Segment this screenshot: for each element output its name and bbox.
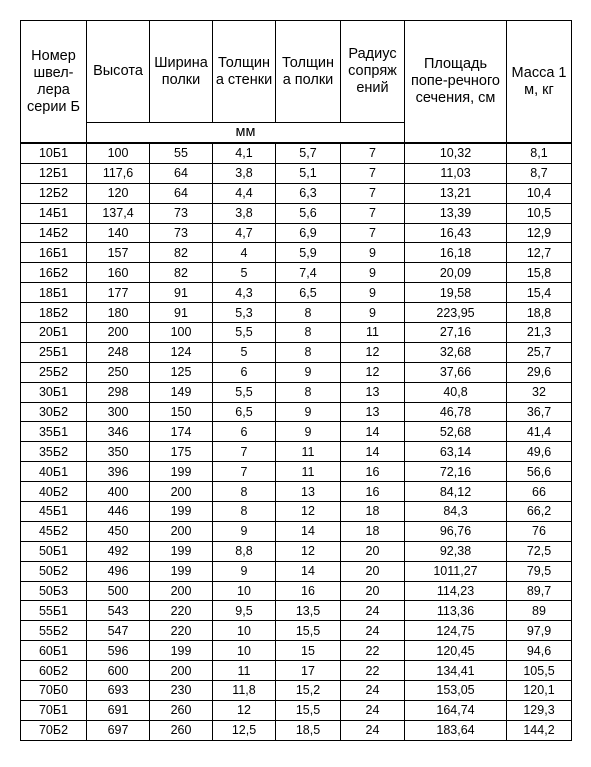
cell-fillet-radius: 12	[341, 342, 405, 362]
cell-flange-width: 150	[150, 402, 213, 422]
cell-channel-number: 45Б1	[21, 502, 87, 522]
table-row	[21, 462, 572, 482]
cell-flange-width: 175	[150, 442, 213, 462]
cell-mass: 41,4	[507, 422, 572, 442]
cell-fillet-radius: 24	[341, 621, 405, 641]
cell-web-thickness: 7	[213, 442, 276, 462]
cell-height: 160	[87, 263, 150, 283]
cell-mass: 72,5	[507, 541, 572, 561]
header-channel-number: Номер швел-лера серии Б	[21, 21, 87, 144]
cell-mass: 8,1	[507, 143, 572, 163]
cell-fillet-radius: 9	[341, 263, 405, 283]
cell-flange-thickness: 5,9	[276, 243, 341, 263]
cell-cross-section-area: 92,38	[405, 541, 507, 561]
cell-cross-section-area: 46,78	[405, 402, 507, 422]
cell-channel-number: 40Б1	[21, 462, 87, 482]
cell-web-thickness: 12	[213, 700, 276, 720]
cell-channel-number: 10Б1	[21, 143, 87, 163]
cell-height: 346	[87, 422, 150, 442]
cell-cross-section-area: 40,8	[405, 382, 507, 402]
cell-height: 547	[87, 621, 150, 641]
cell-height: 248	[87, 342, 150, 362]
cell-cross-section-area: 10,32	[405, 143, 507, 163]
cell-cross-section-area: 19,58	[405, 283, 507, 303]
header-cross-section-area: Площадь попе-речного сечения, см	[405, 21, 507, 144]
cell-fillet-radius: 13	[341, 382, 405, 402]
table-row	[21, 621, 572, 641]
table-header	[21, 21, 572, 144]
cell-flange-thickness: 5,6	[276, 203, 341, 223]
cell-web-thickness: 9,5	[213, 601, 276, 621]
channel-specs-table	[20, 20, 572, 741]
cell-fillet-radius: 20	[341, 581, 405, 601]
cell-web-thickness: 10	[213, 641, 276, 661]
cell-height: 691	[87, 700, 150, 720]
table-row	[21, 541, 572, 561]
cell-web-thickness: 6	[213, 422, 276, 442]
cell-flange-thickness: 14	[276, 561, 341, 581]
cell-flange-width: 91	[150, 283, 213, 303]
cell-fillet-radius: 7	[341, 143, 405, 163]
cell-flange-width: 199	[150, 561, 213, 581]
cell-cross-section-area: 16,18	[405, 243, 507, 263]
cell-flange-thickness: 13,5	[276, 601, 341, 621]
cell-mass: 79,5	[507, 561, 572, 581]
cell-height: 496	[87, 561, 150, 581]
cell-height: 446	[87, 502, 150, 522]
cell-fillet-radius: 18	[341, 521, 405, 541]
cell-mass: 49,6	[507, 442, 572, 462]
cell-channel-number: 20Б1	[21, 323, 87, 343]
cell-web-thickness: 11	[213, 661, 276, 681]
cell-flange-width: 73	[150, 223, 213, 243]
cell-channel-number: 18Б1	[21, 283, 87, 303]
cell-web-thickness: 3,8	[213, 163, 276, 183]
cell-flange-thickness: 18,5	[276, 720, 341, 740]
cell-web-thickness: 11,8	[213, 681, 276, 701]
cell-height: 200	[87, 323, 150, 343]
cell-flange-thickness: 16	[276, 581, 341, 601]
cell-cross-section-area: 113,36	[405, 601, 507, 621]
table-row	[21, 243, 572, 263]
cell-flange-thickness: 9	[276, 422, 341, 442]
cell-channel-number: 70Б1	[21, 700, 87, 720]
cell-fillet-radius: 20	[341, 541, 405, 561]
cell-cross-section-area: 134,41	[405, 661, 507, 681]
cell-cross-section-area: 84,12	[405, 482, 507, 502]
cell-cross-section-area: 13,21	[405, 183, 507, 203]
table-row	[21, 661, 572, 681]
cell-flange-width: 100	[150, 323, 213, 343]
cell-channel-number: 60Б2	[21, 661, 87, 681]
cell-mass: 56,6	[507, 462, 572, 482]
cell-mass: 89,7	[507, 581, 572, 601]
cell-cross-section-area: 153,05	[405, 681, 507, 701]
cell-web-thickness: 5,3	[213, 303, 276, 323]
cell-web-thickness: 8	[213, 502, 276, 522]
cell-height: 298	[87, 382, 150, 402]
table-row	[21, 601, 572, 621]
cell-web-thickness: 12,5	[213, 720, 276, 740]
cell-channel-number: 45Б2	[21, 521, 87, 541]
cell-web-thickness: 4,1	[213, 143, 276, 163]
table-row	[21, 303, 572, 323]
table-row	[21, 720, 572, 740]
cell-flange-thickness: 7,4	[276, 263, 341, 283]
cell-mass: 129,3	[507, 700, 572, 720]
cell-flange-thickness: 8	[276, 323, 341, 343]
cell-channel-number: 18Б2	[21, 303, 87, 323]
cell-flange-thickness: 8	[276, 303, 341, 323]
cell-flange-width: 91	[150, 303, 213, 323]
table-row	[21, 521, 572, 541]
cell-flange-width: 82	[150, 243, 213, 263]
header-fillet-radius: Радиус сопряж ений	[341, 21, 405, 123]
cell-web-thickness: 4	[213, 243, 276, 263]
table-row	[21, 143, 572, 163]
cell-flange-thickness: 6,5	[276, 283, 341, 303]
cell-flange-width: 125	[150, 362, 213, 382]
cell-mass: 97,9	[507, 621, 572, 641]
cell-cross-section-area: 96,76	[405, 521, 507, 541]
table-row	[21, 442, 572, 462]
cell-height: 693	[87, 681, 150, 701]
table-row	[21, 700, 572, 720]
cell-cross-section-area: 1011,27	[405, 561, 507, 581]
table-row	[21, 323, 572, 343]
cell-height: 100	[87, 143, 150, 163]
cell-flange-width: 64	[150, 163, 213, 183]
cell-channel-number: 16Б2	[21, 263, 87, 283]
cell-flange-width: 64	[150, 183, 213, 203]
cell-web-thickness: 9	[213, 521, 276, 541]
cell-channel-number: 16Б1	[21, 243, 87, 263]
cell-flange-thickness: 5,7	[276, 143, 341, 163]
cell-flange-thickness: 6,9	[276, 223, 341, 243]
cell-height: 350	[87, 442, 150, 462]
cell-cross-section-area: 223,95	[405, 303, 507, 323]
cell-flange-thickness: 8	[276, 342, 341, 362]
cell-web-thickness: 4,7	[213, 223, 276, 243]
header-flange-thickness: Толщин а полки	[276, 21, 341, 123]
cell-height: 600	[87, 661, 150, 681]
cell-flange-width: 199	[150, 641, 213, 661]
table-row	[21, 183, 572, 203]
cell-fillet-radius: 20	[341, 561, 405, 581]
cell-flange-thickness: 9	[276, 402, 341, 422]
cell-fillet-radius: 14	[341, 442, 405, 462]
cell-fillet-radius: 9	[341, 303, 405, 323]
cell-mass: 66	[507, 482, 572, 502]
cell-mass: 8,7	[507, 163, 572, 183]
cell-mass: 36,7	[507, 402, 572, 422]
cell-flange-thickness: 15	[276, 641, 341, 661]
cell-web-thickness: 4,4	[213, 183, 276, 203]
table-row	[21, 382, 572, 402]
cell-fillet-radius: 24	[341, 601, 405, 621]
cell-mass: 10,5	[507, 203, 572, 223]
cell-channel-number: 35Б1	[21, 422, 87, 442]
cell-fillet-radius: 24	[341, 720, 405, 740]
cell-mass: 12,7	[507, 243, 572, 263]
cell-cross-section-area: 120,45	[405, 641, 507, 661]
cell-flange-thickness: 5,1	[276, 163, 341, 183]
cell-height: 596	[87, 641, 150, 661]
cell-channel-number: 14Б2	[21, 223, 87, 243]
cell-web-thickness: 10	[213, 581, 276, 601]
cell-height: 396	[87, 462, 150, 482]
cell-cross-section-area: 20,09	[405, 263, 507, 283]
cell-height: 500	[87, 581, 150, 601]
cell-height: 697	[87, 720, 150, 740]
cell-mass: 12,9	[507, 223, 572, 243]
cell-flange-width: 200	[150, 521, 213, 541]
cell-fillet-radius: 16	[341, 462, 405, 482]
cell-mass: 29,6	[507, 362, 572, 382]
cell-height: 300	[87, 402, 150, 422]
cell-fillet-radius: 16	[341, 482, 405, 502]
cell-mass: 21,3	[507, 323, 572, 343]
cell-web-thickness: 10	[213, 621, 276, 641]
cell-fillet-radius: 22	[341, 641, 405, 661]
cell-height: 177	[87, 283, 150, 303]
header-height: Высота	[87, 21, 150, 123]
cell-mass: 89	[507, 601, 572, 621]
cell-height: 250	[87, 362, 150, 382]
cell-web-thickness: 5,5	[213, 382, 276, 402]
cell-mass: 66,2	[507, 502, 572, 522]
cell-fillet-radius: 9	[341, 283, 405, 303]
cell-web-thickness: 5	[213, 263, 276, 283]
cell-fillet-radius: 12	[341, 362, 405, 382]
cell-web-thickness: 3,8	[213, 203, 276, 223]
cell-cross-section-area: 13,39	[405, 203, 507, 223]
cell-height: 180	[87, 303, 150, 323]
header-flange-width: Ширина полки	[150, 21, 213, 123]
cell-channel-number: 25Б1	[21, 342, 87, 362]
cell-flange-thickness: 14	[276, 521, 341, 541]
cell-mass: 76	[507, 521, 572, 541]
cell-flange-thickness: 15,2	[276, 681, 341, 701]
cell-channel-number: 12Б2	[21, 183, 87, 203]
cell-cross-section-area: 124,75	[405, 621, 507, 641]
cell-height: 140	[87, 223, 150, 243]
cell-web-thickness: 7	[213, 462, 276, 482]
cell-channel-number: 12Б1	[21, 163, 87, 183]
cell-flange-width: 230	[150, 681, 213, 701]
cell-cross-section-area: 164,74	[405, 700, 507, 720]
table-row	[21, 482, 572, 502]
cell-height: 157	[87, 243, 150, 263]
cell-web-thickness: 5	[213, 342, 276, 362]
cell-flange-width: 220	[150, 601, 213, 621]
cell-cross-section-area: 32,68	[405, 342, 507, 362]
table-row	[21, 402, 572, 422]
cell-mass: 18,8	[507, 303, 572, 323]
cell-flange-width: 55	[150, 143, 213, 163]
cell-mass: 105,5	[507, 661, 572, 681]
cell-height: 117,6	[87, 163, 150, 183]
cell-flange-thickness: 13	[276, 482, 341, 502]
table-row	[21, 581, 572, 601]
table-row	[21, 263, 572, 283]
cell-mass: 32	[507, 382, 572, 402]
cell-channel-number: 14Б1	[21, 203, 87, 223]
cell-flange-thickness: 15,5	[276, 700, 341, 720]
cell-web-thickness: 8,8	[213, 541, 276, 561]
cell-height: 492	[87, 541, 150, 561]
cell-flange-thickness: 11	[276, 442, 341, 462]
cell-flange-width: 199	[150, 502, 213, 522]
cell-cross-section-area: 114,23	[405, 581, 507, 601]
cell-flange-width: 200	[150, 482, 213, 502]
table-row	[21, 203, 572, 223]
cell-mass: 120,1	[507, 681, 572, 701]
cell-cross-section-area: 37,66	[405, 362, 507, 382]
cell-flange-thickness: 12	[276, 502, 341, 522]
table-row	[21, 223, 572, 243]
cell-channel-number: 70Б2	[21, 720, 87, 740]
cell-flange-thickness: 9	[276, 362, 341, 382]
cell-fillet-radius: 14	[341, 422, 405, 442]
cell-flange-width: 200	[150, 581, 213, 601]
cell-fillet-radius: 13	[341, 402, 405, 422]
header-web-thickness: Толщин а стенки	[213, 21, 276, 123]
cell-web-thickness: 8	[213, 482, 276, 502]
cell-flange-width: 149	[150, 382, 213, 402]
cell-web-thickness: 4,3	[213, 283, 276, 303]
cell-channel-number: 40Б2	[21, 482, 87, 502]
table-row	[21, 362, 572, 382]
cell-flange-width: 199	[150, 462, 213, 482]
cell-mass: 25,7	[507, 342, 572, 362]
table-row	[21, 342, 572, 362]
cell-flange-width: 199	[150, 541, 213, 561]
table-body	[21, 143, 572, 740]
cell-flange-thickness: 8	[276, 382, 341, 402]
cell-web-thickness: 9	[213, 561, 276, 581]
cell-web-thickness: 6	[213, 362, 276, 382]
table-row	[21, 561, 572, 581]
cell-channel-number: 55Б1	[21, 601, 87, 621]
cell-flange-width: 200	[150, 661, 213, 681]
cell-channel-number: 60Б1	[21, 641, 87, 661]
cell-channel-number: 50Б1	[21, 541, 87, 561]
cell-flange-thickness: 12	[276, 541, 341, 561]
cell-mass: 144,2	[507, 720, 572, 740]
cell-height: 450	[87, 521, 150, 541]
cell-channel-number: 50Б2	[21, 561, 87, 581]
cell-flange-width: 260	[150, 700, 213, 720]
cell-fillet-radius: 22	[341, 661, 405, 681]
cell-channel-number: 30Б1	[21, 382, 87, 402]
table-row	[21, 283, 572, 303]
cell-channel-number: 25Б2	[21, 362, 87, 382]
cell-flange-width: 174	[150, 422, 213, 442]
table-row	[21, 502, 572, 522]
cell-fillet-radius: 7	[341, 223, 405, 243]
header-unit-mm: мм	[87, 123, 405, 144]
cell-height: 400	[87, 482, 150, 502]
header-mass-per-meter: Масса 1 м, кг	[507, 21, 572, 144]
cell-web-thickness: 6,5	[213, 402, 276, 422]
cell-fillet-radius: 24	[341, 681, 405, 701]
cell-fillet-radius: 18	[341, 502, 405, 522]
cell-channel-number: 70Б0	[21, 681, 87, 701]
cell-fillet-radius: 7	[341, 163, 405, 183]
cell-cross-section-area: 52,68	[405, 422, 507, 442]
cell-height: 543	[87, 601, 150, 621]
cell-cross-section-area: 16,43	[405, 223, 507, 243]
cell-flange-width: 220	[150, 621, 213, 641]
cell-cross-section-area: 11,03	[405, 163, 507, 183]
cell-fillet-radius: 7	[341, 183, 405, 203]
cell-height: 120	[87, 183, 150, 203]
cell-mass: 15,4	[507, 283, 572, 303]
cell-channel-number: 50Б3	[21, 581, 87, 601]
table-row	[21, 163, 572, 183]
cell-cross-section-area: 63,14	[405, 442, 507, 462]
cell-mass: 10,4	[507, 183, 572, 203]
cell-mass: 15,8	[507, 263, 572, 283]
cell-flange-thickness: 17	[276, 661, 341, 681]
table-row	[21, 681, 572, 701]
cell-fillet-radius: 11	[341, 323, 405, 343]
cell-fillet-radius: 9	[341, 243, 405, 263]
cell-channel-number: 30Б2	[21, 402, 87, 422]
cell-flange-thickness: 6,3	[276, 183, 341, 203]
cell-flange-width: 73	[150, 203, 213, 223]
cell-mass: 94,6	[507, 641, 572, 661]
table-row	[21, 422, 572, 442]
cell-cross-section-area: 183,64	[405, 720, 507, 740]
cell-cross-section-area: 72,16	[405, 462, 507, 482]
cell-cross-section-area: 27,16	[405, 323, 507, 343]
table-row	[21, 641, 572, 661]
cell-web-thickness: 5,5	[213, 323, 276, 343]
cell-cross-section-area: 84,3	[405, 502, 507, 522]
cell-flange-width: 124	[150, 342, 213, 362]
cell-flange-width: 82	[150, 263, 213, 283]
cell-fillet-radius: 7	[341, 203, 405, 223]
cell-height: 137,4	[87, 203, 150, 223]
cell-channel-number: 35Б2	[21, 442, 87, 462]
cell-channel-number: 55Б2	[21, 621, 87, 641]
cell-flange-width: 260	[150, 720, 213, 740]
cell-fillet-radius: 24	[341, 700, 405, 720]
cell-flange-thickness: 11	[276, 462, 341, 482]
cell-flange-thickness: 15,5	[276, 621, 341, 641]
